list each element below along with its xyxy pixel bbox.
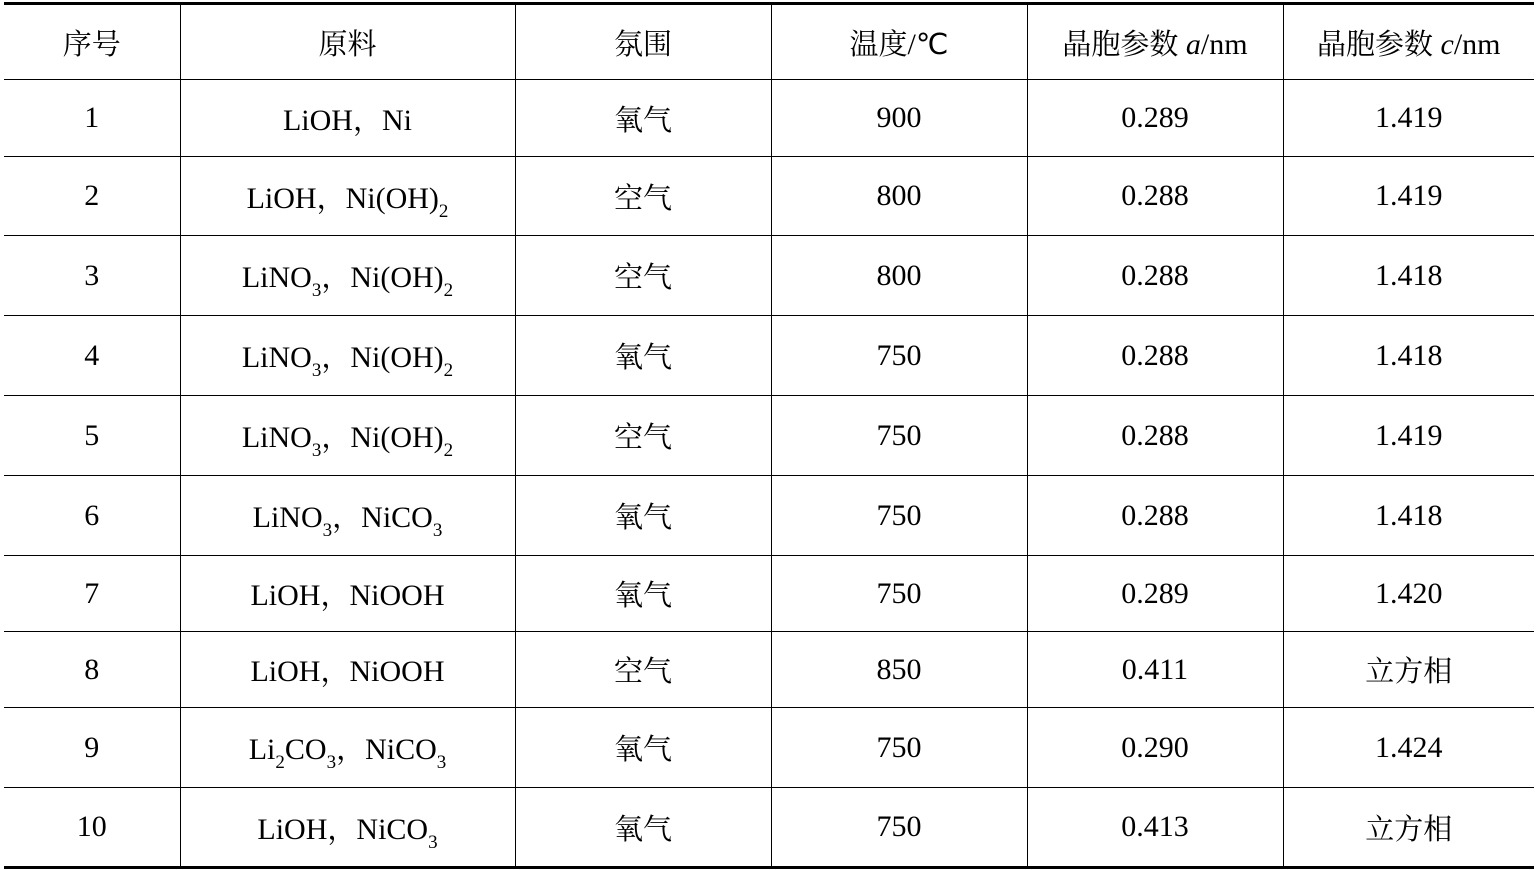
header-no: 序号	[4, 4, 180, 80]
cell-temperature: 750	[771, 316, 1027, 396]
cell-temperature: 750	[771, 396, 1027, 476]
cell-material: LiNO$_3$，$Ni(OH)_2$	[180, 396, 515, 476]
cell-param-c: 1.418	[1283, 316, 1534, 396]
cell-no: 9	[84, 730, 100, 764]
cell-param-c: 立方相	[1283, 632, 1534, 708]
cell-material: $Li_2CO_3$，NiCO$_3$	[180, 708, 515, 788]
cell-param-a: 0.288	[1027, 476, 1283, 556]
cell-atmosphere: 氧气	[515, 556, 771, 632]
cell-material: LiOH，NiOOH	[180, 556, 515, 632]
cell-material: LiNO$_3$，NiCO$_3$	[180, 476, 515, 556]
cell-material: LiOH，NiOOH	[180, 632, 515, 708]
cell-material: LiNO$_3$，$Ni(OH)_2$	[180, 236, 515, 316]
cell-param-c: 1.419	[1283, 396, 1534, 476]
cell-param-a: 0.288	[1027, 316, 1283, 396]
cell-atmosphere: 空气	[515, 236, 771, 316]
cell-temperature: 750	[771, 708, 1027, 788]
cell-material: LiNO$_3$，$Ni(OH)_2$	[180, 316, 515, 396]
cell-param-a: 0.288	[1027, 236, 1283, 316]
cell-no: 3	[84, 258, 100, 292]
cell-no: 10	[76, 810, 107, 843]
table-row	[4, 80, 1534, 157]
header-temperature: 温度/℃	[771, 4, 1027, 80]
header-material: 原料	[180, 4, 515, 80]
cell-param-c: 1.419	[1283, 157, 1534, 236]
cell-atmosphere: 空气	[515, 632, 771, 708]
cell-temperature: 750	[771, 476, 1027, 556]
cell-param-c: 立方相	[1283, 788, 1534, 868]
cell-param-a: 0.289	[1027, 556, 1283, 632]
cell-material: LiOH，Ni	[180, 80, 515, 157]
cell-atmosphere: 氧气	[515, 788, 771, 868]
cell-param-a: 0.411	[1027, 632, 1283, 708]
cell-temperature: 850	[771, 632, 1027, 708]
cell-param-a: 0.289	[1027, 80, 1283, 157]
cell-no: 1	[84, 101, 100, 134]
table-row	[4, 632, 1534, 708]
table-row	[4, 708, 1534, 788]
cell-atmosphere: 氧气	[515, 708, 771, 788]
cell-param-c: 1.419	[1283, 80, 1534, 157]
header-param-a: 晶胞参数 a/nm	[1027, 4, 1283, 80]
cell-param-c: 1.424	[1283, 708, 1534, 788]
table-row	[4, 157, 1534, 236]
cell-atmosphere: 氧气	[515, 316, 771, 396]
cell-param-a: 0.288	[1027, 396, 1283, 476]
table-body	[4, 80, 1534, 868]
cell-atmosphere: 空气	[515, 157, 771, 236]
table-row	[4, 396, 1534, 476]
cell-param-c: 1.420	[1283, 556, 1534, 632]
cell-param-a: 0.288	[1027, 157, 1283, 236]
cell-temperature: 900	[771, 80, 1027, 157]
cell-temperature: 800	[771, 236, 1027, 316]
cell-temperature: 800	[771, 157, 1027, 236]
table-row	[4, 476, 1534, 556]
table-row	[4, 788, 1534, 868]
cell-param-c: 1.418	[1283, 236, 1534, 316]
cell-no: 8	[84, 652, 100, 686]
cell-temperature: 750	[771, 556, 1027, 632]
cell-param-a: 0.290	[1027, 708, 1283, 788]
table-row	[4, 316, 1534, 396]
data-table	[4, 2, 1534, 869]
cell-atmosphere: 空气	[515, 396, 771, 476]
cell-material: LiOH，NiCO$_3$	[180, 788, 515, 868]
cell-material: LiOH，$Ni(OH)_2$	[180, 157, 515, 236]
cell-param-a: 0.413	[1027, 788, 1283, 868]
cell-atmosphere: 氧气	[515, 476, 771, 556]
header-param-c: 晶胞参数 c/nm	[1283, 4, 1534, 80]
cell-no: 4	[84, 338, 100, 372]
cell-no: 5	[84, 418, 100, 452]
header-row	[4, 4, 1534, 80]
table-row	[4, 556, 1534, 632]
cell-param-c: 1.418	[1283, 476, 1534, 556]
header-atmosphere: 氛围	[515, 4, 771, 80]
cell-no: 6	[84, 498, 100, 532]
cell-temperature: 750	[771, 788, 1027, 868]
cell-no: 7	[84, 576, 100, 610]
table-header	[4, 4, 1534, 80]
table-row	[4, 236, 1534, 316]
cell-no: 2	[84, 179, 100, 212]
cell-atmosphere: 氧气	[515, 80, 771, 157]
